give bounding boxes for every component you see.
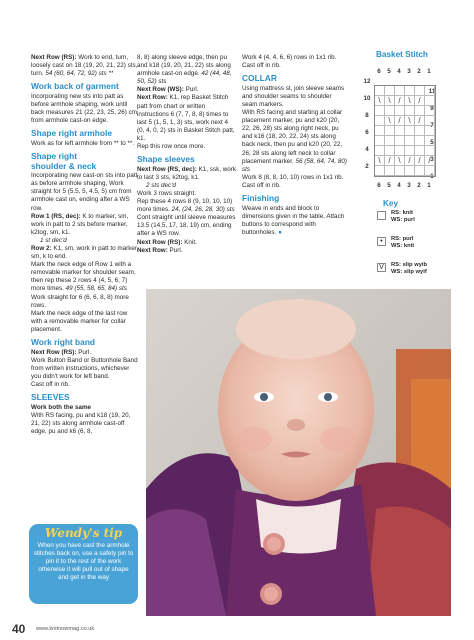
section-heading: Shape right armhole xyxy=(31,128,112,139)
row-label: Next Row (WS): xyxy=(137,86,184,94)
baby-photo-illustration xyxy=(146,289,451,616)
chart-row-number: 6 xyxy=(365,129,369,136)
stitch-count: 24, (24, 26, 28, 30) sts xyxy=(171,206,235,214)
paragraph: Work Button Band or Buttonhole Band from written instructions, whichever you didn't work for left band. xyxy=(31,356,138,380)
chart-cell xyxy=(425,86,435,96)
paragraph xyxy=(31,261,139,293)
key-text xyxy=(391,236,414,250)
tip-title: Wendy's tip xyxy=(44,526,123,540)
chart-row-number: 3 xyxy=(430,156,434,163)
chart-cell: \ xyxy=(375,96,385,106)
key-label: RS: slip wyib xyxy=(391,262,428,268)
chart-cell xyxy=(425,96,435,106)
chart-column-number: 2 xyxy=(417,182,421,189)
paragraph: Work 3 rows straight. xyxy=(137,190,197,197)
row-text: K1, rep Basket Stitch patt from chart or written instructions 6 (7, 7, 8, 8) times to last 5 (1, 5, 1, 3) sts, work next 4 (0, 4, 0, 2) sts in Basket Stitch patt, k1. xyxy=(137,94,235,142)
paragraph: Rep this row once more. xyxy=(137,143,206,151)
chart-cell xyxy=(425,116,435,126)
key-slip-symbol: V xyxy=(377,263,386,272)
key-label: RS: purl xyxy=(391,236,414,242)
paragraph: Work 8 (8, 8, 10, 10) rows in 1x1 rib. xyxy=(242,173,344,181)
row-text: Purl. xyxy=(167,246,183,254)
chart-cell xyxy=(415,126,425,136)
row-text: With RS facing and starting at collar placement marker, pu and k20 (20, 22, 26, 28) sts along right neck, pu and k16 (18, 20, 22, 24) sts along back neck, then pu and k20 (20, 22, 26, 28 sts along left neck to collar placement marker. xyxy=(242,109,343,165)
key-label: WS: slip wyif xyxy=(391,269,427,276)
paragraph xyxy=(31,213,139,245)
chart-cell xyxy=(405,106,415,116)
paragraph: Work 4 (4, 4, 6, 6) rows in 1x1 rib. xyxy=(242,54,337,61)
chart-row-number: 5 xyxy=(430,139,434,146)
key-title: Key xyxy=(383,199,399,208)
chart-cell xyxy=(415,146,425,156)
paragraph xyxy=(242,205,348,237)
stitch-chart-grid xyxy=(374,85,436,177)
key-label: RS: knit xyxy=(391,210,413,216)
section-heading: COLLAR xyxy=(242,73,277,84)
key-text xyxy=(391,210,415,224)
paragraph xyxy=(31,54,139,78)
chart-cell: \ xyxy=(395,156,405,166)
section-heading xyxy=(31,152,139,171)
row-text: Rep these 4 rows 8 (9, 10, 10, 10) more times. xyxy=(137,198,233,214)
chart-cell xyxy=(395,106,405,116)
chart-title: Basket Stitch xyxy=(376,50,428,59)
chart-column-number: 4 xyxy=(397,68,401,75)
paragraph xyxy=(137,86,237,94)
row-text: Knit. xyxy=(182,238,197,246)
paragraph xyxy=(137,166,237,190)
chart-cell xyxy=(385,146,395,156)
paragraph: Incorporating new cast-on sts into patt as before armhole shaping, Work straight for 5 (5.5, 5, 4.5, 5) cm from armhole cast on, ending after a WS row. xyxy=(31,172,138,212)
paragraph xyxy=(137,247,237,255)
stitch-count: 42 (44, 48, 50, 52) sts xyxy=(137,70,232,86)
column-3 xyxy=(242,54,348,237)
chart-cell xyxy=(415,86,425,96)
stitch-count: 56 (58, 64, 74, 80) sts xyxy=(242,157,348,173)
row-label: Next Row: xyxy=(137,94,168,102)
website-url: www.knitnowmag.co.uk xyxy=(36,626,95,632)
chart-cell: \ xyxy=(375,156,385,166)
chart-cell xyxy=(395,136,405,146)
chart-cell xyxy=(375,166,385,176)
key-label: WS: knit xyxy=(391,243,415,250)
row-text: Purl. xyxy=(76,348,92,356)
chart-cell xyxy=(375,86,385,96)
row-text: K1, ssk, work to last 3 sts, k2tog, k1. xyxy=(137,165,237,181)
paragraph xyxy=(31,245,139,261)
chart-column-number: 6 xyxy=(377,68,381,75)
paragraph: Using mattress st, join sleeve seams and shoulder seams to shoulder seam markers. xyxy=(242,84,345,108)
chart-column-number: 1 xyxy=(427,68,431,75)
paragraph: Cont straight until sleeve measures 13.5 (14.5, 17, 18, 19) cm, ending after a WS row. xyxy=(137,214,236,238)
end-mark-icon: ● xyxy=(278,228,282,236)
paragraph: Cast off in rib. xyxy=(31,380,70,388)
chart-row-number: 9 xyxy=(430,105,434,112)
paragraph: Work straight for 6 (6, 6, 8, 8) more rows. xyxy=(31,293,129,309)
chart-cell xyxy=(425,136,435,146)
page-number: 40 xyxy=(12,622,26,636)
chart-cell: / xyxy=(385,156,395,166)
stitch-count: 1 st dec'd xyxy=(40,236,67,244)
paragraph xyxy=(137,239,237,247)
row-label: Next Row (RS, dec): xyxy=(137,165,197,173)
chart-cell: / xyxy=(425,156,435,166)
chart-cell: \ xyxy=(405,96,415,106)
chart-column-number: 6 xyxy=(377,182,381,189)
chart-cell xyxy=(385,166,395,176)
paragraph: Cast off in rib. xyxy=(242,62,281,70)
page-footer xyxy=(0,618,474,640)
row-text: Mark the neck edge of Row 1 with a removable marker for shoulder seam, then rep these 2 rows 4 (4, 5, 6, 7) more times. xyxy=(31,261,136,293)
chart-cell xyxy=(395,146,405,156)
chart-cell xyxy=(405,166,415,176)
chart-cell: / xyxy=(395,116,405,126)
paragraph xyxy=(137,54,237,86)
chart-cell xyxy=(385,86,395,96)
section-heading: Finishing xyxy=(242,193,280,203)
chart-cell: \ xyxy=(385,116,395,126)
column-2 xyxy=(137,54,237,255)
chart-row-number: 2 xyxy=(365,163,369,170)
paragraph: With RS facing, pu and k18 (19, 20, 21, 22) sts along armhole cast-off edge, pu and k6 (6, 8, xyxy=(31,411,131,435)
section-heading: Work back of garment xyxy=(31,81,119,92)
key-purl-symbol: • xyxy=(377,237,386,246)
chart-cell xyxy=(405,86,415,96)
chart-cell xyxy=(415,166,425,176)
chart-cell xyxy=(395,166,405,176)
chart-row-number: 10 xyxy=(363,95,371,102)
chart-cell: / xyxy=(415,116,425,126)
row-label: Next Row (RS): xyxy=(137,238,183,246)
chart-cell xyxy=(395,126,405,136)
chart-column-number: 1 xyxy=(427,182,431,189)
paragraph: Incorporating new sts into patt as before armhole shaping, work until back measures 21 (22, 23, 25, 26) cm from armhole cast-on edge. xyxy=(31,92,138,125)
section-heading: Shape sleeves xyxy=(137,154,195,165)
chart-cell xyxy=(375,146,385,156)
chart-cell xyxy=(405,126,415,136)
section-heading: SLEEVES xyxy=(31,392,70,403)
paragraph: Cast off in rib. xyxy=(242,181,281,189)
row-text: 8, 8) along sleeve edge, then pu and k18 (19, 20, 21, 22) sts along armhole cast-on edge. xyxy=(137,54,231,78)
key-text xyxy=(391,262,427,276)
chart-row-number: 7 xyxy=(430,122,434,129)
chart-cell xyxy=(405,146,415,156)
section-heading: Work right band xyxy=(31,337,96,347)
chart-cell: / xyxy=(415,96,425,106)
paragraph xyxy=(137,198,237,214)
stitch-count: 54 (60, 64, 72, 92) sts ** xyxy=(45,70,114,78)
paragraph: Mark the neck edge of the last row with a removable marker for collar placement. xyxy=(31,309,128,333)
chart-cell xyxy=(425,146,435,156)
chart-cell xyxy=(375,116,385,126)
row-text: K to marker, sm, work in patt to 2 sts before marker, k2tog, sm, k1. xyxy=(31,212,129,236)
subheading: Work both the same xyxy=(31,403,92,411)
chart-cell: / xyxy=(405,156,415,166)
chart-cell xyxy=(375,126,385,136)
chart-cell xyxy=(425,106,435,116)
chart-cell: / xyxy=(415,156,425,166)
tip-text: When you have cast the armhole stitches back on, use a safety pin to pin it to the rest of the work otherwise it will pull out of shape and get in the way xyxy=(33,542,134,581)
row-text: Work to end, turn, loosely cast on 18 (19, 20, 21, 22) sts, turn. xyxy=(31,54,138,78)
paragraph: Work as for left armhole from ** to **. xyxy=(31,139,135,147)
row-label: Row 1 (RS, dec): xyxy=(31,212,81,220)
row-text: Weave in ends and block to dimensions given in the table. Attach buttons to correspond with buttonholes. xyxy=(242,204,345,236)
stitch-count: 49 (55, 58, 65, 84) sts xyxy=(65,285,127,293)
chart-cell xyxy=(375,136,385,146)
paragraph xyxy=(242,109,348,174)
chart-row-number: 12 xyxy=(363,78,371,85)
row-label: Next Row (RS): xyxy=(31,54,77,61)
chart-cell xyxy=(415,136,425,146)
chart-cell xyxy=(425,166,435,176)
chart-row-number: 11 xyxy=(428,88,436,95)
key-label: WS: purl xyxy=(391,217,415,224)
column-1 xyxy=(31,54,139,436)
chart-column-number: 3 xyxy=(407,68,411,75)
chart-cell xyxy=(385,126,395,136)
chart-row-number: 8 xyxy=(365,112,369,119)
tip-box xyxy=(29,524,138,604)
chart-cell xyxy=(415,106,425,116)
chart-cell xyxy=(385,106,395,116)
chart-row-number: 1 xyxy=(430,173,434,180)
key-knit-symbol xyxy=(377,211,386,220)
paragraph xyxy=(137,94,237,143)
chart-cell: / xyxy=(395,96,405,106)
chart-cell xyxy=(375,106,385,116)
chart-cell xyxy=(385,136,395,146)
chart-cell xyxy=(425,126,435,136)
heading-line: shoulder & neck xyxy=(31,160,97,171)
row-text: K1, sm, work in patt to marker, sm, k to end. xyxy=(31,244,139,261)
row-label: Next Row: xyxy=(137,246,168,254)
chart-column-number: 4 xyxy=(397,182,401,189)
paragraph xyxy=(31,349,139,357)
row-label: Row 2: xyxy=(31,244,52,252)
chart-cell: \ xyxy=(385,96,395,106)
chart-cell xyxy=(405,136,415,146)
baby-photo xyxy=(146,289,451,616)
chart-column-number: 3 xyxy=(407,182,411,189)
heading-line: Shape right xyxy=(31,150,78,161)
row-text: Purl. xyxy=(183,86,199,94)
chart-column-number: 5 xyxy=(387,182,391,189)
chart-column-number: 2 xyxy=(417,68,421,75)
stitch-count: 2 sts dec'd xyxy=(146,181,176,189)
chart-cell xyxy=(395,86,405,96)
chart-column-number: 5 xyxy=(387,68,391,75)
row-label: Next Row (RS): xyxy=(31,348,77,356)
chart-row-number: 4 xyxy=(365,146,369,153)
chart-cell: \ xyxy=(405,116,415,126)
